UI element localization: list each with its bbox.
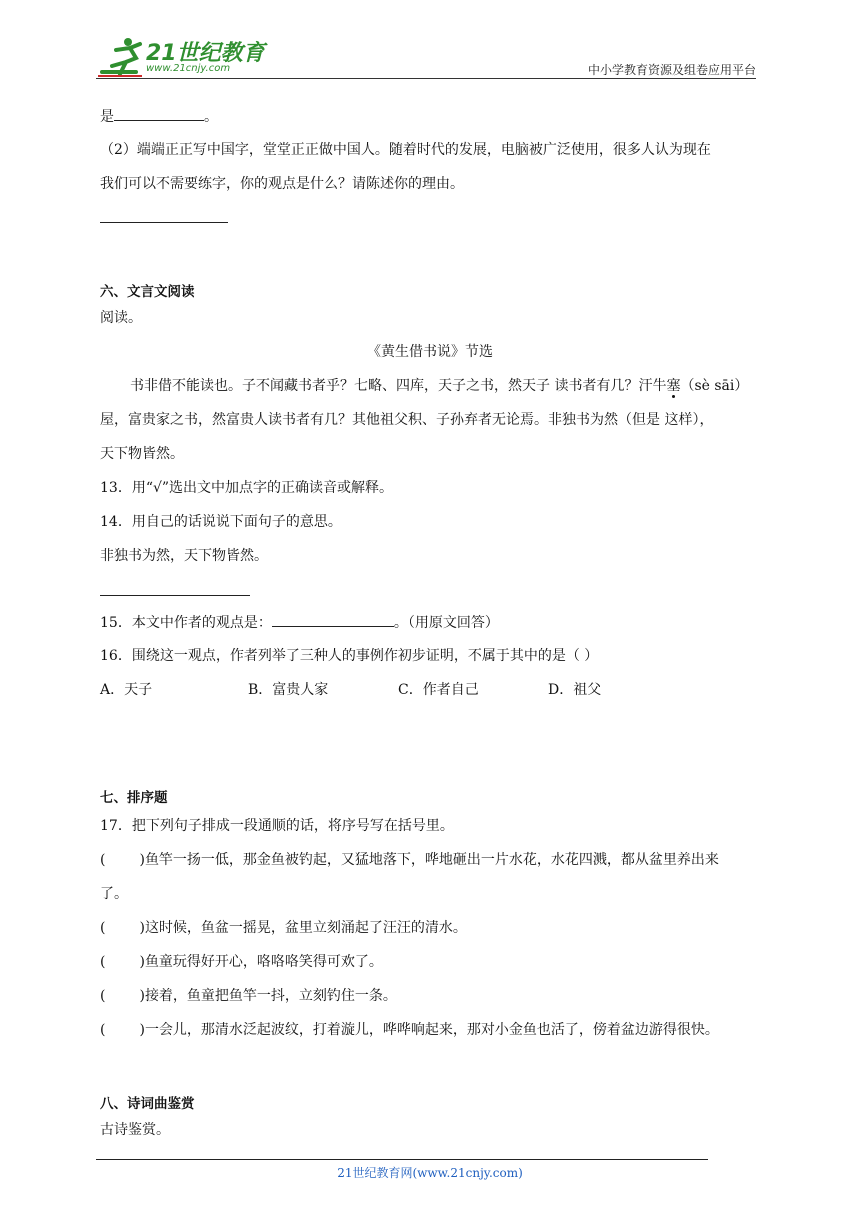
header-divider (96, 78, 756, 79)
header-platform-text: 中小学教育资源及组卷应用平台 (587, 63, 756, 77)
ordering-item: ( )鱼童玩得好开心，咯咯咯笑得可欢了。 (100, 954, 383, 970)
passage-line-2: 屋，富贵家之书，然富贵人读书者有几？其他祖父积、子孙弃者无论焉。非独书为然（但是 这样）， (100, 412, 714, 428)
answer-blank-line[interactable] (100, 595, 250, 596)
question-14-sentence: 非独书为然，天下物皆然。 (100, 548, 268, 564)
passage-title: 《黄生借书说》节选 (367, 344, 493, 360)
question-13: 13．用“√”选出文中加点字的正确读音或解释。 (100, 480, 394, 496)
brand-url: www.21cnjy.com (146, 63, 231, 74)
footer-divider (96, 1159, 708, 1160)
question-17: 17．把下列句子排成一段通顺的话，将序号写在括号里。 (100, 818, 454, 834)
section-6-heading: 六、文言文阅读 (100, 284, 195, 300)
runner-body-icon (102, 44, 140, 74)
question-16: 16．围绕这一观点，作者列举了三种人的事例作初步证明，不属于其中的是（ ） (100, 648, 599, 664)
runner-head-icon (124, 38, 132, 46)
section-6-intro: 阅读。 (100, 310, 142, 326)
brand-name: 21世纪教育 (146, 41, 265, 66)
question-2-line-2: 我们可以不需要练字，你的观点是什么？请陈述你的理由。 (100, 176, 464, 192)
passage-line-1: 书非借不能读也。子不闻藏书者乎？七略、四库，天子之书，然天子 读书者有几？汗牛塞（sè sāi） (130, 378, 749, 394)
question-2-line-1: （2）端端正正写中国字，堂堂正正做中国人。随着时代的发展，电脑被广泛使用，很多人认为现在 (100, 142, 711, 158)
question-14: 14．用自己的话说说下面句子的意思。 (100, 514, 342, 530)
dotted-char: 塞 (666, 378, 681, 394)
footer-text[interactable]: 21世纪教育网(www.21cnjy.com) (337, 1166, 523, 1180)
answer-blank-line[interactable] (100, 222, 228, 223)
ordering-item-continuation: 了。 (100, 886, 128, 902)
option-a[interactable]: A．天子 (100, 682, 153, 698)
passage-line-3: 天下物皆然。 (100, 446, 184, 462)
ordering-item: ( )接着，鱼童把鱼竿一抖，立刻钓住一条。 (100, 988, 397, 1004)
ordering-item: ( )这时候，鱼盆一摇晃，盆里立刻涌起了汪汪的清水。 (100, 920, 467, 936)
section-7-heading: 七、排序题 (100, 790, 168, 806)
option-c[interactable]: C．作者自己 (398, 682, 479, 698)
answer-line-1: 是 。 (100, 106, 218, 127)
ordering-item: ( )鱼竿一扬一低，那金鱼被钓起，又猛地落下，哗地砸出一片水花，水花四溅，都从盆里养出来 (100, 852, 719, 868)
option-b[interactable]: B．富贵人家 (248, 682, 329, 698)
ordering-item: ( )一会儿，那清水泛起波纹，打着漩儿，哗哗响起来，那对小金鱼也活了，傍着盆边游得很快。 (100, 1022, 719, 1038)
section-8-intro: 古诗鉴赏。 (100, 1122, 170, 1138)
question-15: 15．本文中作者的观点是： 。（用原文回答） (100, 612, 499, 633)
answer-blank[interactable] (114, 106, 204, 121)
answer-blank[interactable] (272, 612, 394, 627)
section-8-heading: 八、诗词曲鉴赏 (100, 1096, 195, 1112)
option-d[interactable]: D．祖父 (548, 682, 602, 698)
